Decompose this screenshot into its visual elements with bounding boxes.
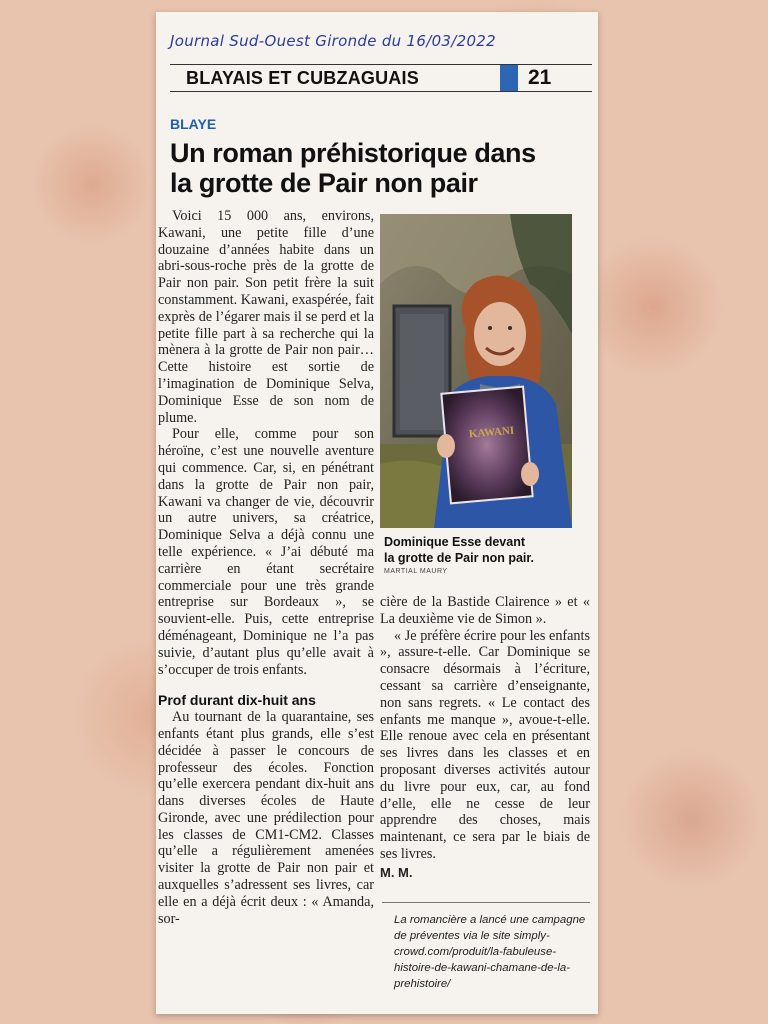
book-cover <box>441 387 532 504</box>
caption-line-2: la grotte de Pair non pair. <box>384 551 535 565</box>
article-headline <box>170 138 590 198</box>
headline-line-1: Un roman préhistorique dans <box>170 138 536 168</box>
newspaper-clipping <box>156 12 598 1014</box>
paragraph-intro: Voici 15 000 ans, environs, Kawani, une petite fille d’une douzaine d’années habite dans un abri-sous-roche près de la grotte de Pair non pair. Son petit frère la suit constamment. Kawani, exaspérée, fait exprès de l’égarer mais il se perd et la petite fille part à sa recherche qui la mènera à la grotte de Pair non pair… Cette histoire est sortie de l’imagination de Dominique Selva, Dominique Esse de son nom de plume. <box>158 208 374 426</box>
section-rubric <box>170 64 592 92</box>
article-subhead: Prof durant dix-huit ans <box>158 692 316 709</box>
page-number: 21 <box>528 66 552 89</box>
photo-credit: MARTIAL MAURY <box>384 568 448 575</box>
paragraph-writing: « Je préfère écrire pour les enfants », assure-t-elle. Car Dominique se consacre désormais à l’écriture, cessant sa carrière d’enseignante, non sans regrets. « Le contact des enfants me manque », avoue-t-elle. Elle renoue avec cela en présentant ses livres dans les classes et en proposant diverses activités autour du livre pour eux, car, au fond d’elle, elle ne cesse de leur apprendre des choses, mais maintenant, ce sera par le biais de ses livres. <box>380 627 590 862</box>
headline-line-2: la grotte de Pair non pair <box>170 168 478 198</box>
author-signature: M. M. <box>380 864 413 880</box>
book-title: KAWANI <box>468 424 515 441</box>
article-kicker: BLAYE <box>170 116 217 132</box>
paragraph-career: Pour elle, comme pour son héroïne, c’est une nouvelle aventure qui commence. Car, si, en pénétrant dans la grotte de Pair non pair, Kawani va changer de vie, découvrir un autre univers, sa créatrice, Dominique Selva a déjà connu une telle expérience. « J’ai débuté ma carrière en étant secrétaire commerciale pour une très grande entreprise sur Bordeaux », se souvient-elle. Puis, cette entreprise déménageant, Dominique ne l’a pas suivie, d’autant plus qu’elle avait à s’occuper de trois enfants. <box>158 426 374 678</box>
rubric-color-block <box>500 65 518 91</box>
caption-line-1: Dominique Esse devant <box>384 535 526 549</box>
article-photo <box>380 214 572 528</box>
paragraph-teaching: Au tournant de la quarantaine, ses enfants étant plus grands, elle s’est décidée à passer le concours de professeur des écoles. Fonction qu’elle exercera pendant dix-huit ans dans diverses écoles de Haute Gironde, avec une prédilection pour les classes de CM1-CM2. Classes qu’elle a régulièrement amenées visiter la grotte de Pair non pair et auxquelles s’adressent ses livres, car elle en a déjà écrit deux : « Amanda, sor- <box>158 709 374 927</box>
photo-illustration <box>380 214 572 528</box>
handwritten-note: Journal Sud-Ouest Gironde du 16/03/2022 <box>170 32 496 50</box>
article-column-2 <box>380 594 590 882</box>
note-divider <box>382 902 590 903</box>
photo-caption <box>384 534 584 566</box>
section-name: BLAYAIS ET CUBZAGUAIS <box>186 68 419 88</box>
article-column-1 <box>158 208 374 927</box>
paragraph-books: cière de la Bastide Clairence » et « La deuxième vie de Simon ». <box>380 594 590 627</box>
crowdfunding-note: La romancière a lancé une campagne de préventes via le site simply-crowd.com/produit/la-fabuleuse-histoire-de-kawani-chamane-de-la-prehistoire/ <box>394 914 586 990</box>
